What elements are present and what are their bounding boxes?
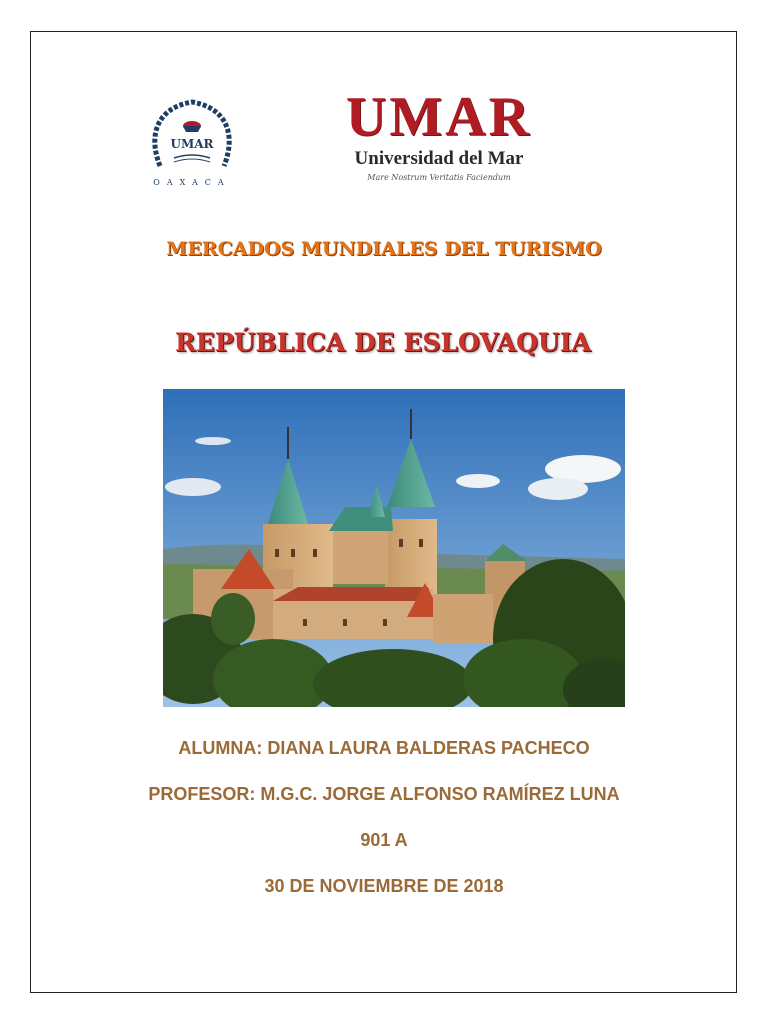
university-name: Universidad del Mar xyxy=(354,148,524,169)
umar-wordmark: UMAR xyxy=(345,86,533,148)
university-motto: Mare Nostrum Veritatis Faciendum xyxy=(367,173,511,182)
seal-monogram: UMAR xyxy=(170,137,214,151)
country-title: REPÚBLICA DE ESLOVAQUIA xyxy=(175,328,591,357)
group-code: 901 A xyxy=(360,830,408,850)
seal-caption: OAXACA xyxy=(153,178,231,187)
course-title: MERCADOS MUNDIALES DEL TURISMO xyxy=(166,238,602,260)
teacher-name: PROFESOR: M.G.C. JORGE ALFONSO RAMÍREZ LUNA xyxy=(148,784,620,804)
castle-image-icon xyxy=(163,389,625,707)
seal-emblem-icon xyxy=(146,96,238,176)
student-name: ALUMNA: DIANA LAURA BALDERAS PACHECO xyxy=(178,738,590,758)
university-seal-logo xyxy=(146,96,238,192)
castle-photo xyxy=(163,389,625,707)
submission-date: 30 DE NOVIEMBRE DE 2018 xyxy=(264,876,504,896)
